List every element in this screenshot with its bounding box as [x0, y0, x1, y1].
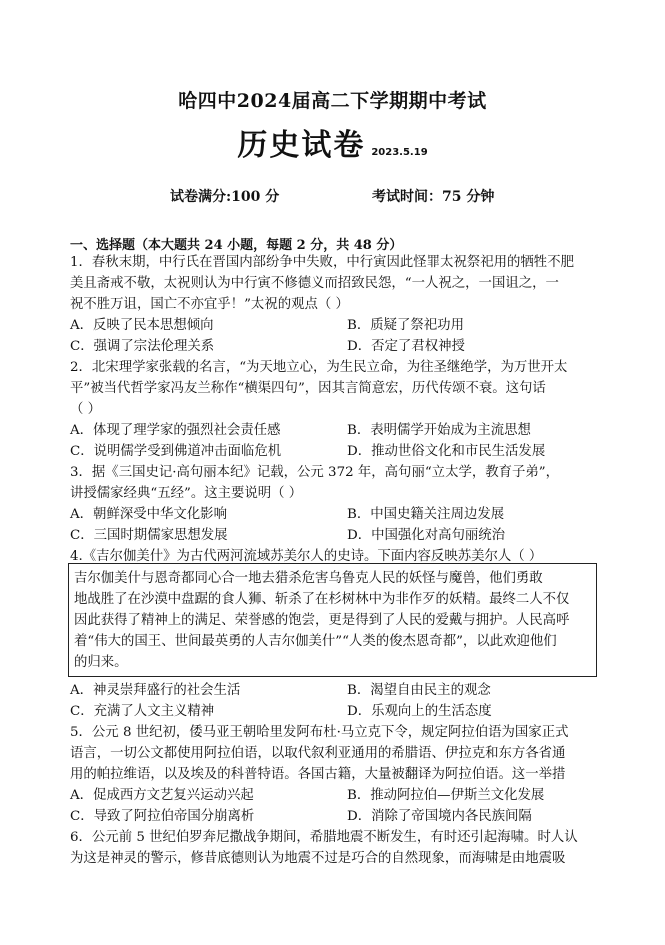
exam-date: 2023.5.19 [371, 147, 428, 158]
questions-4-6 [70, 680, 595, 869]
option-a: A．体现了理学家的强烈社会责任感 [70, 423, 281, 438]
exam-title: 哈四中2024届高二下学期期中考试 [178, 90, 487, 112]
question-line: 为这是神灵的警示，修昔底德则认为地震不过是巧合的自然现象，而海啸是由地震吸 [70, 851, 566, 866]
question-line: 平”被当代哲学家冯友兰称作“横渠四句”，因其言简意宏，历代传颂不衰。这句话 [70, 381, 546, 396]
questions-1-3 [70, 252, 595, 567]
option-b: B．中国史籍关注周边发展 [347, 507, 505, 522]
question-line: 讲授儒家经典“五经”。这主要说明（ ） [70, 486, 303, 501]
option-d: D．乐观向上的生活态度 [347, 704, 492, 719]
option-d: D．中国强化对高句丽统治 [347, 528, 506, 543]
section-heading: 一、选择题（本大题共 24 小题，每题 2 分，共 48 分） [70, 238, 403, 253]
passage-line: 因此获得了精神上的满足、荣誉感的饱尝，更是得到了人民的爱戴与拥护。人民高呼 [74, 613, 570, 628]
option-row [70, 785, 595, 806]
question-line: 用的帕拉维语，以及埃及的科普特语。各国古籍，大量被翻译为阿拉伯语。这一举措 [70, 767, 566, 782]
option-b: B．推动阿拉伯—伊斯兰文化发展 [347, 788, 545, 803]
passage-box [68, 563, 597, 677]
option-row [70, 680, 595, 701]
question-line: 4.《吉尔伽美什》为古代两河流域苏美尔人的史诗。下面内容反映苏美尔人（ ） [70, 549, 543, 564]
exam-time: 考试时间：75 分钟 [372, 189, 495, 205]
passage-line: 着“伟大的国王、世间最英勇的人吉尔伽美什”“人类的俊杰恩奇都”，以此欢迎他们 [74, 634, 557, 649]
option-row [70, 336, 595, 357]
option-c: C．说明儒学受到佛道冲击面临危机 [70, 444, 282, 459]
question-line: 3．据《三国史记·高句丽本纪》记载，公元 372 年，高句丽“立太学，教育子弟”， [70, 465, 560, 480]
option-c: C．强调了宗法伦理关系 [70, 339, 215, 354]
option-row [70, 441, 595, 462]
question-line: 祝不胜万诅，国亡不亦宜乎！”太祝的观点（ ） [70, 297, 349, 312]
option-row [70, 315, 595, 336]
option-c: C．导致了阿拉伯帝国分崩离析 [70, 809, 255, 824]
question-line: 美且斋戒不敬，太祝则认为中行寅不修德义而招致民怨，“一人祝之，一国诅之，一 [70, 276, 559, 291]
option-a: A．反映了民本思想倾向 [70, 318, 214, 333]
subject-title-row [0, 120, 665, 164]
option-d: D．否定了君权神授 [347, 339, 465, 354]
question-line: 2．北宋理学家张载的名言，“为天地立心，为生民立命，为往圣继绝学，为万世开太 [70, 360, 568, 375]
option-d: D．推动世俗文化和市民生活发展 [347, 444, 546, 459]
passage-line: 的归来。 [74, 655, 128, 670]
option-a: A．朝鲜深受中华文化影响 [70, 507, 227, 522]
option-c: C．三国时期儒家思想发展 [70, 528, 228, 543]
option-row [70, 504, 595, 525]
passage-line: 地战胜了在沙漠中盘踞的食人狮、斩杀了在杉树林中为非作歹的妖精。最终二人不仅 [74, 592, 570, 607]
question-line: 1．春秋末期，中行氏在晋国内部纷争中失败，中行寅因此怪罪太祝祭祀用的牺牲不肥 [70, 255, 574, 270]
question-line: （ ） [70, 402, 102, 417]
question-line: 语言，一切公文都使用阿拉伯语，以取代叙利亚通用的希腊语、伊拉克和东方各省通 [70, 746, 566, 761]
passage-line: 吉尔伽美什与恩奇都同心合一地去猎杀危害乌鲁克人民的妖怪与魔兽，他们勇敢 [74, 571, 543, 586]
subject-title: 历史试卷 [237, 128, 366, 163]
option-row [70, 420, 595, 441]
option-d: D．消除了帝国境内各民族间隔 [347, 809, 532, 824]
option-b: B．表明儒学开始成为主流思想 [347, 423, 531, 438]
option-c: C．充满了人文主义精神 [70, 704, 215, 719]
option-b: B．质疑了祭祀功用 [347, 318, 464, 333]
option-a: A．促成西方文艺复兴运动兴起 [70, 788, 254, 803]
option-row [70, 701, 595, 722]
option-row [70, 806, 595, 827]
question-line: 5．公元 8 世纪初，倭马亚王朝哈里发阿布杜·马立克下令，规定阿拉伯语为国家正式 [70, 725, 569, 740]
full-score: 试卷满分:100 分 [170, 189, 280, 205]
option-row [70, 525, 595, 546]
option-a: A．神灵崇拜盛行的社会生活 [70, 683, 241, 698]
question-line: 6．公元前 5 世纪伯罗奔尼撒战争期间，希腊地震不断发生，有时还引起海啸。时人认 [70, 830, 578, 845]
option-b: B．渴望自由民主的观念 [347, 683, 491, 698]
